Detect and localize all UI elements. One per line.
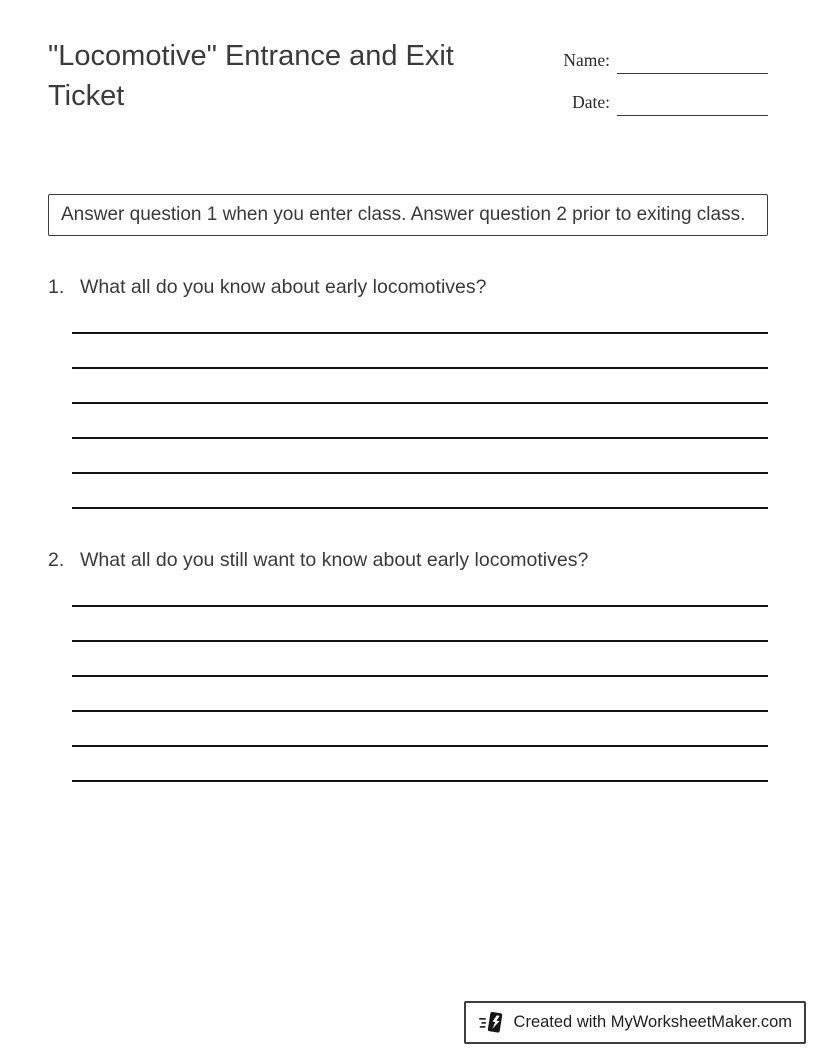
date-label: Date: xyxy=(572,92,610,112)
name-blank-line[interactable] xyxy=(617,43,768,74)
answer-line[interactable] xyxy=(72,677,768,712)
date-row xyxy=(556,86,768,116)
name-row xyxy=(556,44,768,74)
answer-line[interactable] xyxy=(72,334,768,369)
question-2 xyxy=(48,549,768,782)
answer-line[interactable] xyxy=(72,747,768,782)
answer-line[interactable] xyxy=(72,299,768,334)
question-1-answer-lines xyxy=(72,299,768,509)
question-2-text: What all do you still want to know about early locomotives? xyxy=(80,549,589,571)
question-1 xyxy=(48,276,768,509)
answer-line[interactable] xyxy=(72,474,768,509)
page-title: "Locomotive" Entrance and Exit Ticket xyxy=(48,40,454,112)
answer-line[interactable] xyxy=(72,404,768,439)
answer-line[interactable] xyxy=(72,369,768,404)
worksheetmaker-credit-badge[interactable] xyxy=(464,1001,806,1044)
credit-text: Created with MyWorksheetMaker.com xyxy=(513,1013,792,1031)
date-blank-line[interactable] xyxy=(617,85,768,116)
answer-line[interactable] xyxy=(72,607,768,642)
answer-line[interactable] xyxy=(72,642,768,677)
answer-line[interactable] xyxy=(72,572,768,607)
page-header xyxy=(48,36,768,128)
question-2-row xyxy=(48,549,768,572)
answer-line[interactable] xyxy=(72,439,768,474)
answer-line[interactable] xyxy=(72,712,768,747)
name-date-block xyxy=(556,36,768,128)
name-label: Name: xyxy=(563,50,610,70)
question-2-answer-lines xyxy=(72,572,768,782)
instructions-text: Answer question 1 when you enter class. Answer question 2 prior to exiting class. xyxy=(61,204,746,225)
instructions-box xyxy=(48,194,768,236)
question-1-text: What all do you know about early locomotives? xyxy=(80,276,487,298)
question-1-number: 1. xyxy=(48,276,65,298)
flying-worksheet-logo-icon xyxy=(478,1009,505,1036)
question-2-number: 2. xyxy=(48,549,65,571)
question-1-row xyxy=(48,276,768,299)
